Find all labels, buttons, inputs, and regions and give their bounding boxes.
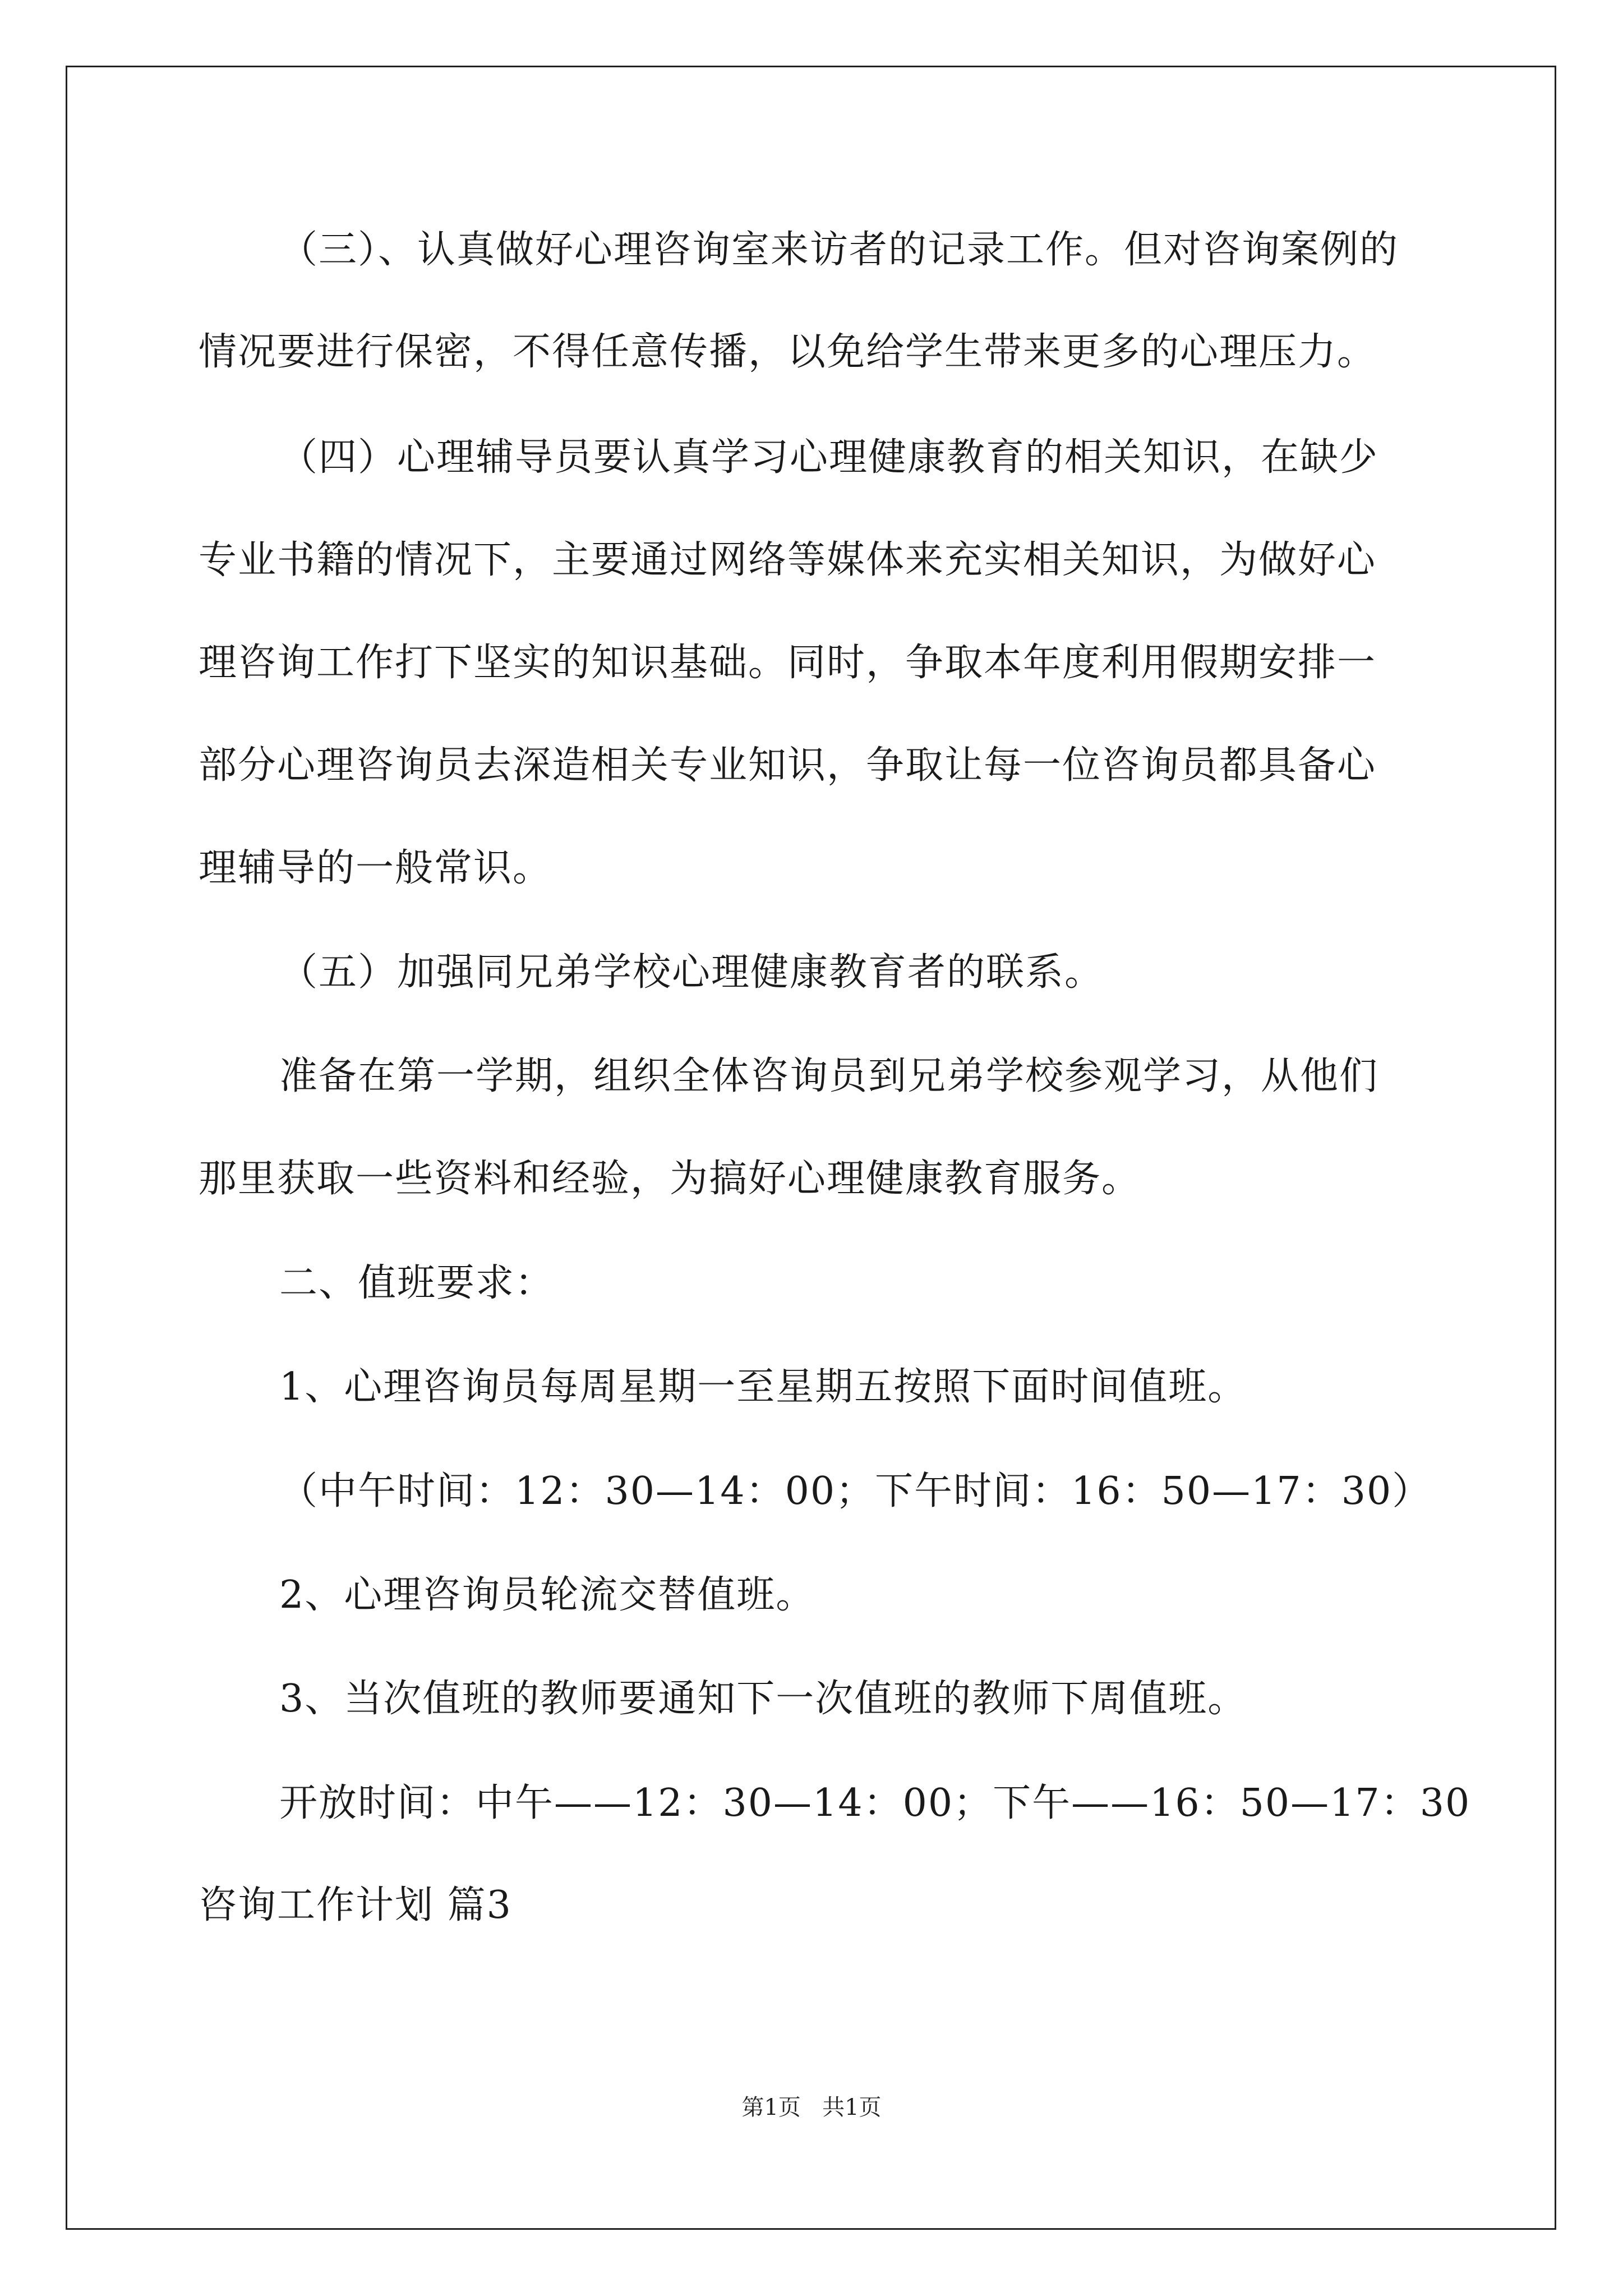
page-number: 第1页	[741, 2095, 801, 2120]
paragraph-line: （中午时间：12：30—14：00；下午时间：16：50—17：30）	[279, 1469, 1432, 1513]
paragraph-line: 专业书籍的情况下，主要通过网络等媒体来充实相关知识，为做好心	[199, 538, 1377, 582]
paragraph-line: 那里获取一些资料和经验，为搞好心理健康教育服务。	[199, 1157, 1141, 1201]
paragraph-line: 情况要进行保密，不得任意传播，以免给学生带来更多的心理压力。	[199, 330, 1377, 374]
paragraph-line: （五）加强同兄弟学校心理健康教育者的联系。	[279, 950, 1104, 995]
paragraph-line: 3、当次值班的教师要通知下一次值班的教师下周值班。	[279, 1677, 1247, 1721]
paragraph-line: 开放时间：中午——12：30—14：00；下午——16：50—17：30	[279, 1781, 1471, 1825]
section-heading: 二、值班要求：	[279, 1261, 555, 1305]
page-footer	[0, 2096, 1623, 2119]
paragraph-line: 准备在第一学期，组织全体咨询员到兄弟学校参观学习，从他们	[279, 1054, 1379, 1098]
page-total: 共1页	[822, 2095, 882, 2120]
paragraph-line: 1、心理咨询员每周星期一至星期五按照下面时间值班。	[279, 1365, 1247, 1409]
paragraph-line: 理辅导的一般常识。	[199, 846, 552, 890]
paragraph-line: 2、心理咨询员轮流交替值班。	[279, 1573, 815, 1617]
section-heading: 咨询工作计划 篇3	[199, 1883, 512, 1927]
paragraph-line: 部分心理咨询员去深造相关专业知识，争取让每一位咨询员都具备心	[199, 743, 1377, 788]
paragraph-line: （三）、认真做好心理咨询室来访者的记录工作。但对咨询案例的	[279, 228, 1399, 272]
paragraph-line: 理咨询工作打下坚实的知识基础。同时，争取本年度利用假期安排一	[199, 641, 1377, 685]
paragraph-line: （四）心理辅导员要认真学习心理健康教育的相关知识，在缺少	[279, 435, 1379, 480]
